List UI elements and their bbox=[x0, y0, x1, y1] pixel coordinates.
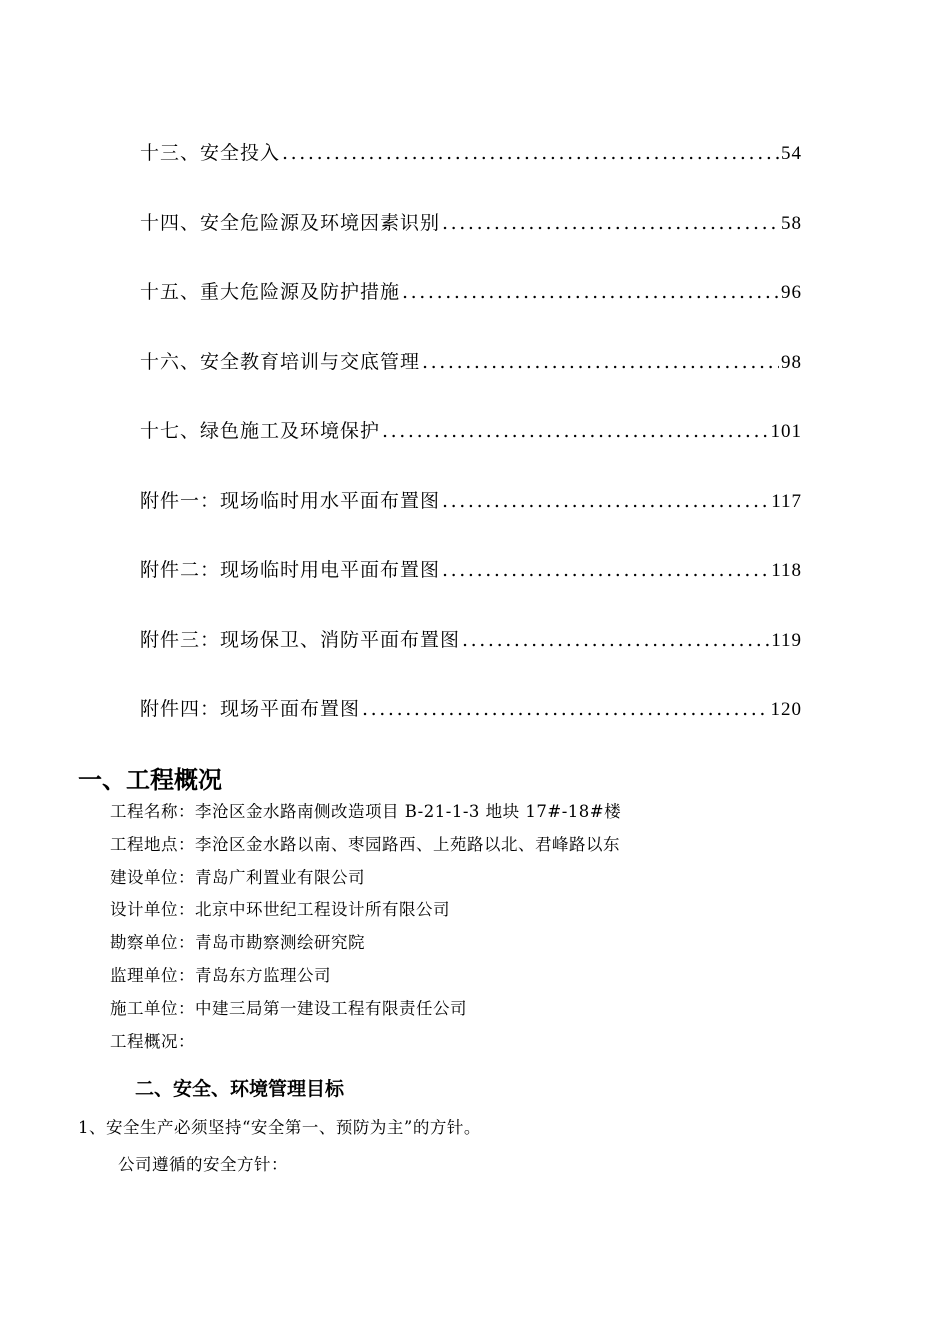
project-info-label: 建设单位： bbox=[110, 867, 195, 887]
project-info-value: 青岛广利置业有限公司 bbox=[195, 867, 365, 887]
toc-leader-dots bbox=[362, 698, 768, 720]
toc-entry-title: 十五、重大危险源及防护措施 bbox=[140, 281, 401, 303]
toc-leader-dots bbox=[442, 490, 769, 512]
project-info-row bbox=[110, 1028, 621, 1061]
project-info-row bbox=[110, 929, 621, 962]
toc-entry-page: 98 bbox=[781, 351, 802, 373]
toc-leader-dots bbox=[402, 281, 779, 303]
project-info-row bbox=[110, 962, 621, 995]
toc-entry-page: 96 bbox=[781, 282, 802, 303]
project-info-label: 监理单位： bbox=[110, 965, 195, 985]
toc-entry-title: 十四、安全危险源及环境因素识别 bbox=[140, 211, 441, 234]
project-info-label: 工程地点： bbox=[110, 834, 195, 854]
toc-entry[interactable] bbox=[140, 347, 802, 417]
toc-entry-title: 附件二：现场临时用电平面布置图 bbox=[140, 559, 441, 581]
section-heading-safety-goals: 二、安全、环境管理目标 bbox=[135, 1078, 345, 1100]
project-info-value: 李沧区金水路以南、枣园路西、上苑路以北、君峰路以东 bbox=[195, 834, 620, 854]
project-info-label: 工程名称： bbox=[110, 802, 195, 821]
toc-entry-page: 119 bbox=[771, 629, 802, 651]
toc-entry-title: 附件四：现场平面布置图 bbox=[140, 698, 361, 720]
project-info-label: 设计单位： bbox=[110, 900, 195, 920]
toc-entry-title: 附件一：现场临时用水平面布置图 bbox=[140, 489, 441, 512]
project-info-row bbox=[110, 831, 621, 864]
project-info-list bbox=[110, 798, 621, 1060]
toc-leader-dots bbox=[422, 351, 779, 373]
toc-leader-dots bbox=[382, 420, 768, 442]
project-info-value: 青岛东方监理公司 bbox=[195, 965, 331, 985]
project-info-value: 中建三局第一建设工程有限责任公司 bbox=[195, 998, 467, 1018]
paragraph-safety-policy: 1、安全生产必须坚持“安全第一、预防为主”的方针。 bbox=[78, 1118, 481, 1137]
toc-entry-title: 十三、安全投入 bbox=[140, 142, 281, 164]
project-info-label: 施工单位： bbox=[110, 998, 195, 1018]
project-info-value: 北京中环世纪工程设计所有限公司 bbox=[195, 900, 450, 920]
toc-entry-title: 十七、绿色施工及环境保护 bbox=[140, 420, 381, 442]
toc-entry[interactable] bbox=[140, 625, 802, 695]
toc-entry[interactable] bbox=[140, 416, 802, 486]
toc-entry[interactable] bbox=[140, 138, 802, 208]
toc-entry-page: 101 bbox=[770, 421, 802, 442]
toc-entry[interactable] bbox=[140, 694, 802, 764]
project-info-label: 勘察单位： bbox=[110, 933, 195, 953]
toc-entry-title: 附件三：现场保卫、消防平面布置图 bbox=[140, 628, 461, 651]
toc-entry-page: 120 bbox=[770, 699, 802, 720]
toc-leader-dots bbox=[442, 212, 779, 234]
toc-entry-page: 117 bbox=[771, 490, 802, 512]
toc-entry-page: 54 bbox=[781, 143, 802, 164]
section-heading-project-overview: 一、工程概况 bbox=[78, 766, 222, 794]
toc-entry[interactable] bbox=[140, 486, 802, 556]
project-info-row bbox=[110, 864, 621, 897]
toc-leader-dots bbox=[462, 629, 769, 651]
toc-entry-page: 58 bbox=[781, 212, 802, 234]
toc-entry-page: 118 bbox=[771, 560, 802, 581]
toc-entry[interactable] bbox=[140, 208, 802, 278]
project-info-row bbox=[110, 896, 621, 929]
project-info-value: 李沧区金水路南侧改造项目 B-21-1-3 地块 17#-18#楼 bbox=[195, 802, 622, 821]
toc-entry-title: 十六、安全教育培训与交底管理 bbox=[140, 350, 421, 373]
project-info-row bbox=[110, 798, 621, 831]
toc-leader-dots bbox=[282, 142, 779, 164]
project-info-label: 工程概况： bbox=[110, 1031, 195, 1051]
project-info-row bbox=[110, 995, 621, 1028]
toc-leader-dots bbox=[442, 559, 769, 581]
toc-entry[interactable] bbox=[140, 555, 802, 625]
toc-entry[interactable] bbox=[140, 277, 802, 347]
table-of-contents bbox=[140, 138, 802, 764]
project-info-value: 青岛市勘察测绘研究院 bbox=[195, 933, 365, 953]
paragraph-company-policy: 公司遵循的安全方针： bbox=[118, 1155, 288, 1174]
